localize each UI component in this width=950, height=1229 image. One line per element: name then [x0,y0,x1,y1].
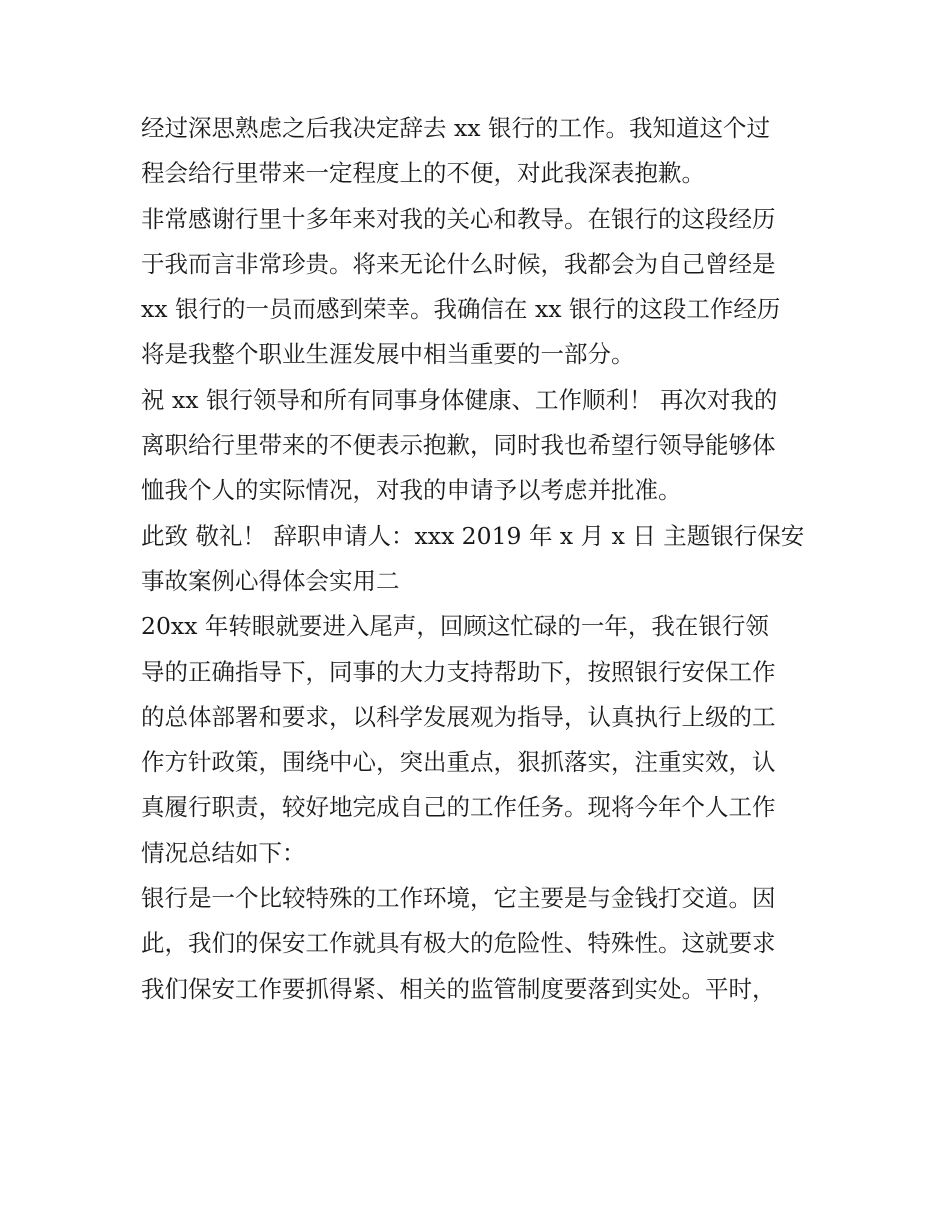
text-line: 的总体部署和要求，以科学发展观为指导，认真执行上级的工 [141,702,776,731]
text-line: 事故案例心得体会实用二 [141,566,400,595]
text-line: 将是我整个职业生涯发展中相当重要的一部分。 [141,340,635,369]
text-line: 于我而言非常珍贵。将来无论什么时候，我都会为自己曾经是 [141,249,776,278]
text-line: 恤我个人的实际情况，对我的申请予以考虑并批准。 [141,476,682,505]
text-line: 程会给行里带来一定程度上的不便，对此我深表抱歉。 [141,159,705,188]
text-line: 此致 敬礼！ 辞职申请人：xxx 2019 年 x 月 x 日 主题银行保安 [141,521,805,550]
text-line: xx 银行的一员而感到荣幸。我确信在 xx 银行的这段工作经历 [141,295,781,324]
text-line: 银行是一个比较特殊的工作环境，它主要是与金钱打交道。因 [141,884,776,913]
text-line: 离职给行里带来的不便表示抱歉，同时我也希望行领导能够体 [141,431,776,460]
text-line: 祝 xx 银行领导和所有同事身体健康、工作顺利！ 再次对我的 [141,385,778,414]
text-line: 导的正确指导下，同事的大力支持帮助下，按照银行安保工作 [141,657,776,686]
document-body [141,106,821,1012]
text-line: 我们保安工作要抓得紧、相关的监管制度要落到实处。平时， [141,974,776,1003]
text-line: 此，我们的保安工作就具有极大的危险性、特殊性。这就要求 [141,929,776,958]
text-line: 情况总结如下： [141,838,306,867]
text-line: 经过深思熟虑之后我决定辞去 xx 银行的工作。我知道这个过 [141,114,770,142]
text-line: 作方针政策，围绕中心，突出重点，狠抓落实，注重实效，认 [141,748,776,777]
text-line: 20xx 年转眼就要进入尾声，回顾这忙碌的一年，我在银行领 [141,612,769,641]
text-line: 真履行职责，较好地完成自己的工作任务。现将今年个人工作 [141,793,776,822]
text-line: 非常感谢行里十多年来对我的关心和教导。在银行的这段经历 [141,204,776,233]
